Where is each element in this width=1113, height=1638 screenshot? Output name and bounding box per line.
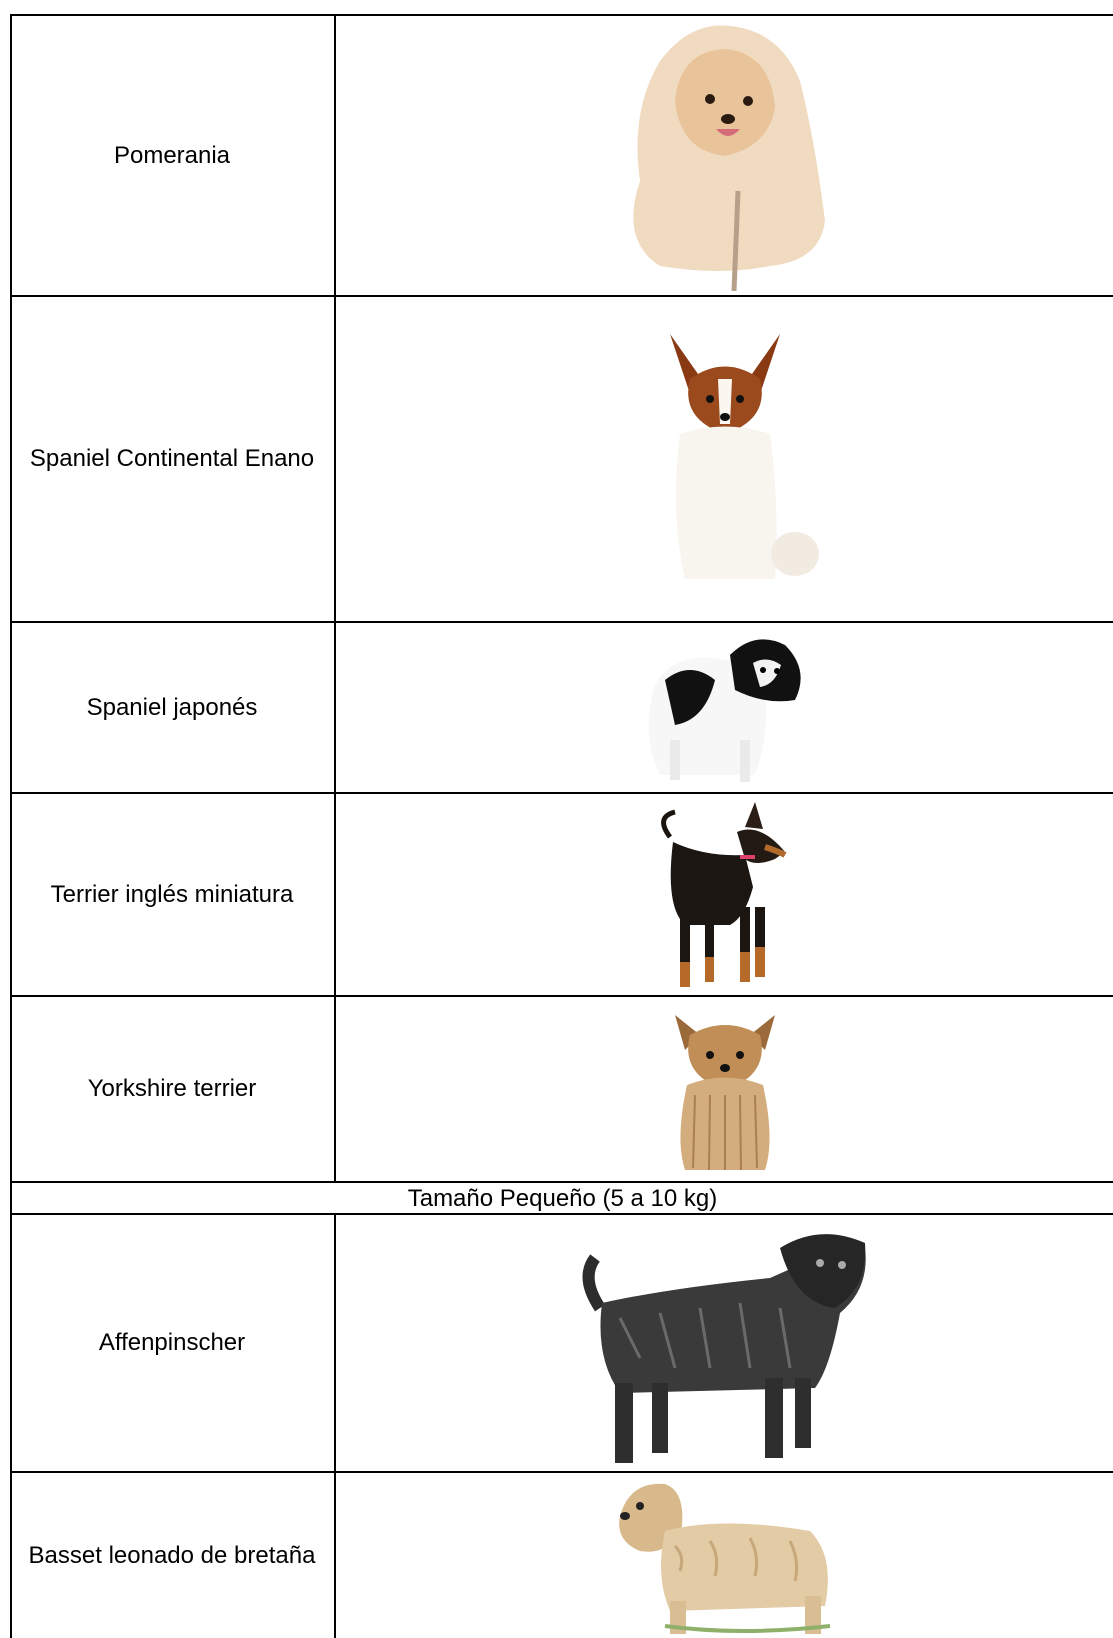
breed-name: Pomerania — [113, 141, 231, 169]
dog-image — [336, 997, 1113, 1181]
dog-image — [336, 1473, 1113, 1638]
breed-name: Affenpinscher — [98, 1329, 246, 1356]
papillon-dog-image — [630, 324, 820, 594]
dog-image — [336, 794, 1113, 995]
dog-image — [336, 623, 1113, 792]
breed-name: Terrier inglés miniatura — [50, 880, 294, 908]
dog-image — [336, 16, 1113, 295]
breed-name: Spaniel Continental Enano — [29, 445, 315, 472]
affenpinscher-dog-image — [580, 1218, 870, 1468]
dog-image — [336, 1215, 1113, 1471]
breed-name: Spaniel japonés — [86, 693, 258, 721]
breed-name: Yorkshire terrier — [87, 1075, 257, 1102]
breed-name: Basset leonado de bretaña — [28, 1541, 316, 1569]
pomeranian-dog-image — [620, 21, 830, 291]
japanese-chin-dog-image — [635, 625, 815, 790]
miniature-english-terrier-dog-image — [645, 797, 805, 992]
yorkshire-terrier-dog-image — [665, 1000, 785, 1178]
dog-image — [336, 297, 1113, 621]
size-category-heading: Tamaño Pequeño (5 a 10 kg) — [407, 1185, 718, 1212]
basset-fauve-de-bretagne-dog-image — [610, 1476, 840, 1636]
